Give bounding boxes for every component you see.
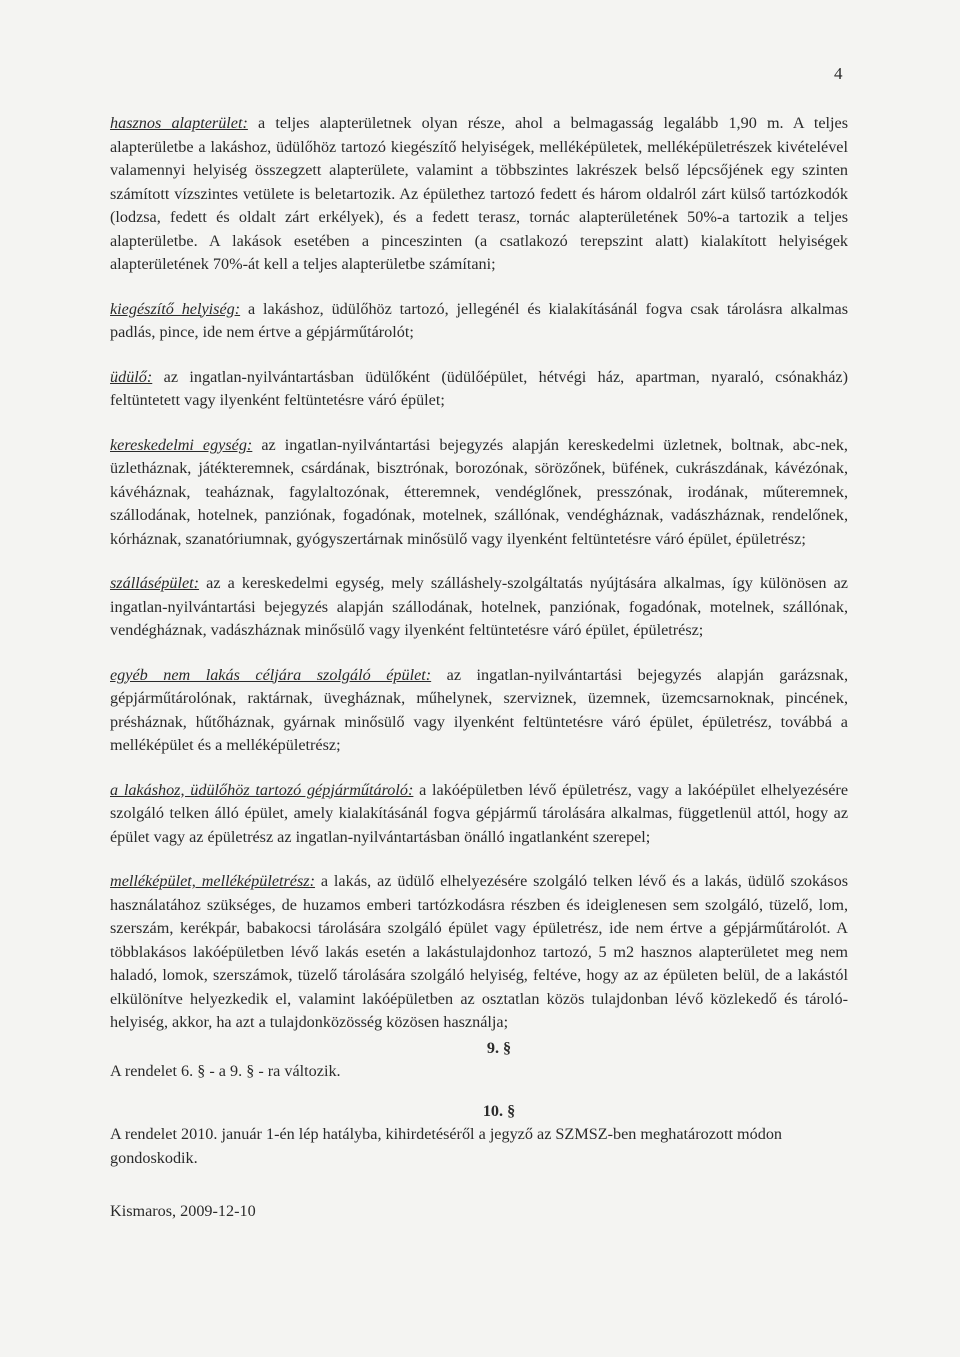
section-text: A rendelet 6. § - a 9. § - ra változik.	[110, 1062, 341, 1080]
definition-paragraph	[110, 112, 848, 277]
definition-term: melléképület, melléképületrész:	[110, 872, 315, 890]
section-text: A rendelet 2010. január 1-én lép hatályba, kihirdetéséről a jegyző az SZMSZ-ben meghatározott módon gondoskodik.	[110, 1125, 783, 1167]
definition-paragraph	[110, 434, 848, 552]
definition-text: az ingatlan-nyilvántartási bejegyzés alapján kereskedelmi üzletnek, boltnak, abc-nek, üzletháznak, játékteremnek, csárdának, bisztrónak, borozónak, sörözőnek, büfének, cukrászdának, kávézónak, kávéháznak, teaháznak, fagylaltozónak, étteremnek, vendéglőnek, presszónak, irodának, műteremnek, szállodának, hotelnek, panziónak, fogadónak, motelnek, szállónak, vendégháznak, vadászháznak, rendelőnek, kórháznak, szanatóriumnak, gyógyszertárnak minősülő vagy ilyenként feltüntetésre váró épület, épületrész;	[110, 435, 848, 548]
definition-term: szállásépület:	[110, 574, 200, 592]
definition-text: a teljes alapterületnek olyan része, ahol a belmagasság legalább 1,90 m. A teljes alapterületbe a lakáshoz, üdülőhöz tartozó kiegészítő helyiségek, melléképületek, melléképületrészek kivételével valamennyi helyiség összegzett alapterülete, valamint a többszintes lakrészek belső lépcsőjének egy szinten számított vízszintes vetülete is beletartozik. Az épülethez tartozó fedett és három oldalról zárt külső tartózkodók (lodzsa, fedett és oldalt zárt erkélyek), és a fedett terasz, tornác alapterületének 50%-a tartozik a teljes alapterületbe. A lakások esetében a pinceszinten (a csatlakozó terepszint alatt) kialakított helyiségek alapterületének 70%-át kell a teljes alapterületbe számítani;	[110, 114, 848, 273]
definition-text: a lakóépületben lévő épületrész, vagy a lakóépület elhelyezésére szolgáló telken álló épület, amely kialakításánál fogva gépjármű tárolására alkalmas, függetlenül attól, hogy az épület vagy az épületrész az ingatlan-nyilvántartásban önálló ingatlanként szerepel;	[110, 780, 849, 846]
definition-paragraph	[110, 779, 848, 850]
definition-term: a lakáshoz, üdülőhöz tartozó gépjárműtároló:	[110, 780, 414, 799]
definition-paragraph	[110, 870, 848, 1035]
definition-paragraph	[110, 572, 848, 643]
document-body	[110, 112, 848, 1224]
definition-paragraph	[110, 298, 848, 345]
place-date: Kismaros, 2009-12-10	[110, 1202, 256, 1220]
definition-text: az a kereskedelmi egység, mely szálláshely-szolgáltatás nyújtására alkalmas, így különösen az ingatlan-nyilvántartási bejegyzés alapján szállodának, hotelnek, panziónak, fogadónak, motelnek, szállónak, vendégháznak, vadászháznak minősülő vagy ilyenként feltüntetésre váró épület, épületrész;	[110, 574, 848, 639]
definition-term: kiegészítő helyiség:	[110, 299, 241, 318]
definition-text: az ingatlan-nyilvántartási bejegyzés alapján garázsnak, gépjárműtárolónak, raktárnak, üvegháznak, műhelynek, szerviznek, üzemnek, üzemcsarnoknak, pincének, présháznak, hűtőháznak, gyárnak minősülő vagy ilyenként feltüntetésre váró épület, épületrész, továbbá a melléképület és a melléképületrész;	[110, 665, 848, 754]
definition-term: kereskedelmi egység:	[110, 435, 253, 454]
definition-term: hasznos alapterület:	[110, 114, 248, 132]
definition-text: a lakáshoz, üdülőhöz tartozó, jellegénél és kialakításánál fogva csak tárolásra alkalmas padlás, pince, ide nem értve a gépjárműtárolót;	[110, 299, 848, 341]
definition-text: az ingatlan-nyilvántartásban üdülőként (üdülőépület, hétvégi ház, apartman, nyaraló, csónakház) feltüntetett vagy ilyenként feltüntetésre váró épület;	[110, 367, 848, 409]
definition-paragraph	[110, 664, 848, 758]
definition-paragraph	[110, 366, 848, 413]
definition-term: egyéb nem lakás céljára szolgáló épület:	[110, 665, 432, 684]
section-heading: 9. §	[486, 1038, 512, 1057]
page-number: 4	[834, 64, 843, 83]
definition-text: a lakás, az üdülő elhelyezésére szolgáló telken lévő és a lakás, üdülő szokásos használatához szükséges, de huzamos emberi tartózkodásra részben és ideiglenesen sem szolgáló, tüzelő, lom, szerszám, kerékpár, babakocsi tárolására szolgáló épület vagy épületrész, ide nem értve a gépjárműtárolót. A többlakásos lakóépületben lévő lakás esetén a lakástulajdonhoz tartozó, 5 m2 hasznos alapterületet meg nem haladó, lomok, szerszámok, tüzelő tárolására szolgáló helyiség, feltéve, hogy az az épületen belül, de a lakástól elkülönítve helyezkedik el, valamint lakóépületben az osztatlan közös tulajdonban lévő közlekedő és tároló-helyiség, akkor, ha azt a tulajdonközösség közösen használja;	[110, 872, 848, 1031]
section-heading: 10. §	[482, 1101, 516, 1120]
definition-term: üdülő:	[110, 367, 153, 386]
